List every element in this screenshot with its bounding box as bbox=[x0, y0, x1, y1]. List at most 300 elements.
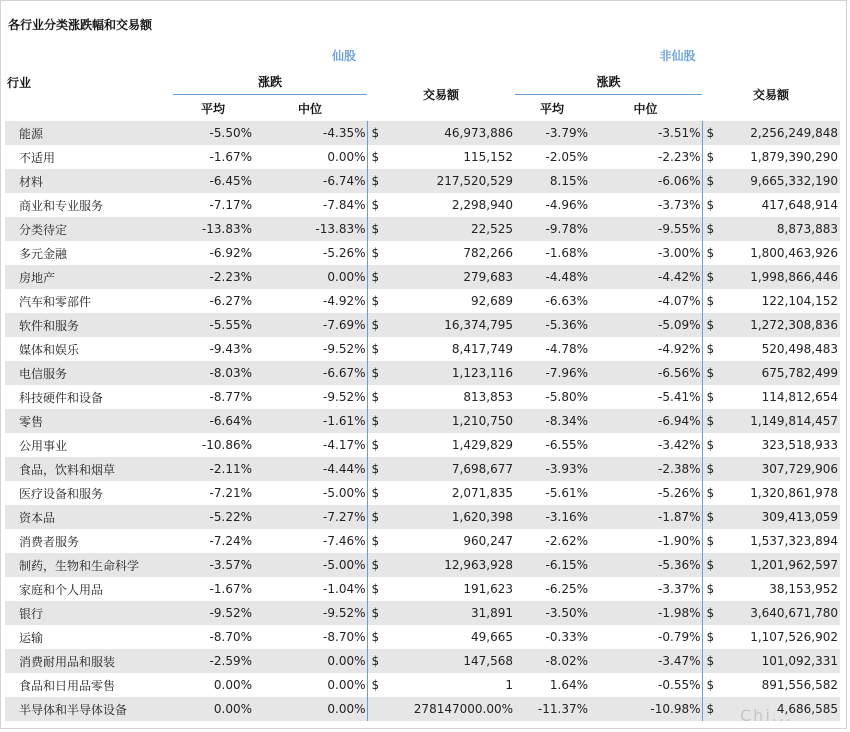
xiangu-amount-cell bbox=[367, 241, 515, 265]
currency-symbol: $ bbox=[706, 342, 715, 356]
feixiangu-amount-cell bbox=[702, 169, 840, 193]
xiangu-amount-cell bbox=[367, 217, 515, 241]
group-header-xiangu: 仙股 bbox=[331, 48, 356, 63]
xiangu-avg-cell: -2.23% bbox=[173, 265, 253, 289]
currency-symbol: $ bbox=[706, 246, 715, 260]
amount-value: 114,812,654 bbox=[761, 390, 838, 404]
feixiangu-median-cell: -3.00% bbox=[658, 246, 701, 260]
xiangu-median-cell: 0.00% bbox=[253, 265, 367, 289]
change-header-xiangu: 涨跌 bbox=[173, 68, 367, 95]
feixiangu-median-cell: -5.36% bbox=[589, 553, 702, 577]
xiangu-avg-cell: -9.52% bbox=[173, 601, 253, 625]
table-row bbox=[5, 409, 840, 433]
xiangu-avg-cell: -1.67% bbox=[209, 150, 252, 164]
currency-symbol: $ bbox=[706, 462, 715, 476]
amount-value: 217,520,529 bbox=[436, 174, 513, 188]
xiangu-median-cell: -4.44% bbox=[253, 457, 367, 481]
xiangu-avg-cell: -13.83% bbox=[173, 217, 253, 241]
currency-symbol: $ bbox=[371, 150, 380, 164]
currency-symbol: $ bbox=[371, 558, 380, 572]
currency-symbol: $ bbox=[371, 678, 380, 692]
currency-symbol: $ bbox=[371, 342, 380, 356]
change-header-feixiangu: 涨跌 bbox=[515, 68, 702, 95]
currency-symbol: $ bbox=[706, 582, 715, 596]
industry-cell: 汽车和零部件 bbox=[19, 294, 92, 309]
currency-symbol: $ bbox=[371, 462, 380, 476]
xiangu-amount-cell bbox=[367, 385, 515, 409]
table-row bbox=[5, 169, 840, 193]
table-title: 各行业分类涨跌幅和交易额 bbox=[8, 18, 153, 32]
xiangu-amount-cell bbox=[367, 145, 515, 169]
table-row bbox=[5, 433, 840, 457]
xiangu-amount-cell bbox=[367, 313, 515, 337]
amount-value: 16,374,795 bbox=[444, 318, 513, 332]
xiangu-avg-cell: -6.92% bbox=[209, 246, 252, 260]
xiangu-median-cell: -6.67% bbox=[253, 361, 367, 385]
amount-value: 49,665 bbox=[471, 630, 513, 644]
currency-symbol: $ bbox=[706, 534, 715, 548]
xiangu-amount-cell bbox=[367, 193, 515, 217]
xiangu-median-cell: -7.84% bbox=[323, 198, 366, 212]
feixiangu-amount-cell bbox=[702, 217, 840, 241]
industry-cell: 食品，饮料和烟草 bbox=[5, 457, 173, 481]
xiangu-amount-cell bbox=[367, 577, 515, 601]
group-header-feixiangu: 非仙股 bbox=[659, 48, 696, 63]
xiangu-amount-cell bbox=[367, 553, 515, 577]
xiangu-median-cell: -4.35% bbox=[253, 121, 367, 145]
table-row bbox=[5, 313, 840, 337]
feixiangu-amount-cell bbox=[702, 289, 840, 313]
feixiangu-avg-cell: -11.37% bbox=[515, 697, 589, 721]
feixiangu-avg-cell: -1.68% bbox=[545, 246, 588, 260]
feixiangu-median-cell: -3.37% bbox=[658, 582, 701, 596]
feixiangu-median-cell: -0.55% bbox=[658, 678, 701, 692]
currency-symbol: $ bbox=[706, 198, 715, 212]
xiangu-amount-cell bbox=[367, 121, 515, 145]
industry-cell: 医疗设备和服务 bbox=[19, 486, 104, 501]
amount-value: 309,413,059 bbox=[761, 510, 838, 524]
xiangu-median-cell: -9.52% bbox=[323, 390, 366, 404]
industry-cell: 公用事业 bbox=[19, 438, 68, 453]
industry-cell: 媒体和娱乐 bbox=[19, 342, 80, 357]
currency-symbol: $ bbox=[706, 486, 715, 500]
industry-cell: 家庭和个人用品 bbox=[19, 582, 104, 597]
industry-cell: 多元金融 bbox=[19, 246, 68, 261]
amount-value: 1,620,398 bbox=[451, 510, 513, 524]
xiangu-avg-cell: -2.59% bbox=[173, 649, 253, 673]
median-header-xiangu: 中位 bbox=[297, 101, 322, 116]
amount-value: 2,256,249,848 bbox=[750, 126, 838, 140]
xiangu-median-cell: -9.52% bbox=[253, 601, 367, 625]
feixiangu-amount-cell bbox=[702, 337, 840, 361]
amount-value: 8,873,883 bbox=[776, 222, 838, 236]
industry-cell: 半导体和半导体设备 bbox=[5, 697, 173, 721]
amount-value: 1 bbox=[505, 678, 513, 692]
amount-value: 8,417,749 bbox=[451, 342, 513, 356]
feixiangu-avg-cell: 1.64% bbox=[549, 678, 588, 692]
industry-cell: 消费耐用品和服装 bbox=[5, 649, 173, 673]
industry-cell: 银行 bbox=[5, 601, 173, 625]
xiangu-median-cell: -7.27% bbox=[253, 505, 367, 529]
industry-cell: 零售 bbox=[5, 409, 173, 433]
xiangu-median-cell: -5.26% bbox=[323, 246, 366, 260]
feixiangu-amount-cell bbox=[702, 649, 840, 673]
amount-value: 3,640,671,780 bbox=[750, 606, 838, 620]
currency-symbol: $ bbox=[371, 366, 380, 380]
currency-symbol: $ bbox=[371, 318, 380, 332]
industry-cell: 材料 bbox=[5, 169, 173, 193]
feixiangu-amount-cell bbox=[702, 361, 840, 385]
feixiangu-avg-cell: -5.80% bbox=[545, 390, 588, 404]
feixiangu-avg-cell: -6.15% bbox=[515, 553, 589, 577]
amount-value: 2,071,835 bbox=[451, 486, 513, 500]
xiangu-median-cell: 0.00% bbox=[253, 649, 367, 673]
xiangu-amount-cell bbox=[367, 625, 515, 649]
amount-value: 323,518,933 bbox=[761, 438, 838, 452]
feixiangu-avg-cell: -4.48% bbox=[515, 265, 589, 289]
table-row bbox=[5, 697, 840, 721]
xiangu-median-cell: 0.00% bbox=[327, 678, 366, 692]
currency-symbol: $ bbox=[706, 654, 715, 668]
feixiangu-amount-cell bbox=[702, 121, 840, 145]
feixiangu-amount-cell bbox=[702, 481, 840, 505]
xiangu-amount-cell bbox=[367, 481, 515, 505]
xiangu-median-cell: -6.74% bbox=[253, 169, 367, 193]
xiangu-avg-cell: -8.77% bbox=[209, 390, 252, 404]
feixiangu-amount-cell bbox=[702, 145, 840, 169]
feixiangu-amount-cell bbox=[702, 577, 840, 601]
xiangu-avg-cell: -5.55% bbox=[173, 313, 253, 337]
feixiangu-amount-cell bbox=[702, 409, 840, 433]
feixiangu-median-cell: -3.51% bbox=[589, 121, 702, 145]
feixiangu-median-cell: -3.42% bbox=[658, 438, 701, 452]
xiangu-median-cell: -1.04% bbox=[323, 582, 366, 596]
feixiangu-avg-cell: 8.15% bbox=[515, 169, 589, 193]
xiangu-median-cell: 0.00% bbox=[253, 697, 367, 721]
feixiangu-avg-cell: -2.05% bbox=[545, 150, 588, 164]
amount-value: 101,092,331 bbox=[761, 654, 838, 668]
xiangu-amount-cell bbox=[367, 505, 515, 529]
amount-value: 1,879,390,290 bbox=[750, 150, 838, 164]
amount-value: 813,853 bbox=[463, 390, 513, 404]
xiangu-amount-cell: 278147000.00% bbox=[367, 697, 515, 721]
xiangu-avg-cell: -7.17% bbox=[209, 198, 252, 212]
currency-symbol: $ bbox=[371, 534, 380, 548]
table-row bbox=[5, 553, 840, 577]
currency-symbol: $ bbox=[371, 414, 380, 428]
table-row bbox=[5, 193, 840, 217]
table-row bbox=[5, 289, 840, 313]
currency-symbol: $ bbox=[371, 222, 380, 236]
currency-symbol: $ bbox=[371, 294, 380, 308]
amount-value: 1,320,861,978 bbox=[750, 486, 838, 500]
amount-value: 279,683 bbox=[463, 270, 513, 284]
amount-value: 147,568 bbox=[463, 654, 513, 668]
feixiangu-median-cell: -6.06% bbox=[589, 169, 702, 193]
industry-header: 行业 bbox=[7, 76, 32, 90]
feixiangu-avg-cell: -5.36% bbox=[515, 313, 589, 337]
amount-value: 191,623 bbox=[463, 582, 513, 596]
feixiangu-median-cell: -9.55% bbox=[589, 217, 702, 241]
amount-value: 2,298,940 bbox=[451, 198, 513, 212]
feixiangu-amount-cell bbox=[702, 193, 840, 217]
avg-header-feixiangu: 平均 bbox=[539, 101, 564, 116]
xiangu-avg-cell: 0.00% bbox=[173, 697, 253, 721]
table-row bbox=[5, 265, 840, 289]
amount-value: 891,556,582 bbox=[761, 678, 838, 692]
feixiangu-avg-cell: -9.78% bbox=[515, 217, 589, 241]
xiangu-amount-cell bbox=[367, 169, 515, 193]
table-body bbox=[5, 121, 840, 721]
feixiangu-median-cell: -6.94% bbox=[589, 409, 702, 433]
xiangu-avg-cell: -5.50% bbox=[173, 121, 253, 145]
amount-value: 7,698,677 bbox=[451, 462, 513, 476]
industry-cell: 分类待定 bbox=[5, 217, 173, 241]
feixiangu-median-cell: -5.09% bbox=[589, 313, 702, 337]
amount-value: 38,153,952 bbox=[769, 582, 838, 596]
industry-cell: 软件和服务 bbox=[5, 313, 173, 337]
amount-value: 1,537,323,894 bbox=[750, 534, 838, 548]
amount-value: 92,689 bbox=[471, 294, 513, 308]
currency-symbol: $ bbox=[706, 390, 715, 404]
xiangu-amount-cell bbox=[367, 409, 515, 433]
amount-value: 1,201,962,597 bbox=[750, 558, 838, 572]
industry-cell: 科技硬件和设备 bbox=[19, 390, 104, 405]
currency-symbol: $ bbox=[371, 486, 380, 500]
amount-value: 417,648,914 bbox=[761, 198, 838, 212]
currency-symbol: $ bbox=[371, 438, 380, 452]
xiangu-amount-cell bbox=[367, 649, 515, 673]
feixiangu-avg-cell: -3.50% bbox=[515, 601, 589, 625]
currency-symbol: $ bbox=[706, 174, 715, 188]
table-row bbox=[5, 505, 840, 529]
xiangu-median-cell: -7.46% bbox=[323, 534, 366, 548]
table-row bbox=[5, 241, 840, 265]
currency-symbol: $ bbox=[706, 294, 715, 308]
industry-cell: 不适用 bbox=[19, 150, 56, 165]
industry-cell: 商业和专业服务 bbox=[19, 198, 104, 213]
feixiangu-avg-cell: -5.61% bbox=[545, 486, 588, 500]
table-row bbox=[5, 481, 840, 505]
amount-value: 9,665,332,190 bbox=[750, 174, 838, 188]
feixiangu-amount-cell bbox=[702, 433, 840, 457]
amount-header-xiangu: 交易额 bbox=[422, 88, 459, 102]
table-row bbox=[5, 577, 840, 601]
amount-value: 307,729,906 bbox=[761, 462, 838, 476]
industry-cell: 资本品 bbox=[5, 505, 173, 529]
xiangu-avg-cell: -7.24% bbox=[209, 534, 252, 548]
amount-header-feixiangu: 交易额 bbox=[752, 88, 789, 102]
amount-value: 1,272,308,836 bbox=[750, 318, 838, 332]
feixiangu-median-cell: -2.23% bbox=[658, 150, 701, 164]
amount-value: 12,963,928 bbox=[444, 558, 513, 572]
currency-symbol: $ bbox=[706, 222, 715, 236]
feixiangu-amount-cell bbox=[702, 385, 840, 409]
xiangu-amount-cell bbox=[367, 673, 515, 697]
xiangu-median-cell: -1.61% bbox=[253, 409, 367, 433]
currency-symbol: $ bbox=[371, 126, 380, 140]
feixiangu-avg-cell: -7.96% bbox=[515, 361, 589, 385]
feixiangu-median-cell: -1.98% bbox=[589, 601, 702, 625]
xiangu-median-cell: -5.00% bbox=[253, 553, 367, 577]
xiangu-median-cell: -13.83% bbox=[253, 217, 367, 241]
xiangu-amount-cell bbox=[367, 289, 515, 313]
amount-value: 31,891 bbox=[471, 606, 513, 620]
industry-cell: 消费者服务 bbox=[19, 534, 80, 549]
currency-symbol: $ bbox=[706, 126, 715, 140]
currency-symbol: $ bbox=[706, 414, 715, 428]
feixiangu-median-cell: -3.47% bbox=[589, 649, 702, 673]
xiangu-amount-cell bbox=[367, 433, 515, 457]
xiangu-avg-cell: 0.00% bbox=[213, 678, 252, 692]
currency-symbol: $ bbox=[371, 174, 380, 188]
feixiangu-median-cell: -6.56% bbox=[589, 361, 702, 385]
currency-symbol: $ bbox=[706, 510, 715, 524]
feixiangu-avg-cell: -6.63% bbox=[545, 294, 588, 308]
currency-symbol: $ bbox=[706, 606, 715, 620]
feixiangu-median-cell: -3.73% bbox=[658, 198, 701, 212]
amount-value: 782,266 bbox=[463, 246, 513, 260]
feixiangu-amount-cell bbox=[702, 265, 840, 289]
avg-header-xiangu: 平均 bbox=[200, 101, 225, 116]
feixiangu-median-cell: -10.98% bbox=[589, 697, 702, 721]
amount-value: 1,429,829 bbox=[451, 438, 513, 452]
xiangu-avg-cell: -6.45% bbox=[173, 169, 253, 193]
feixiangu-median-cell: -4.07% bbox=[658, 294, 701, 308]
currency-symbol: $ bbox=[371, 198, 380, 212]
xiangu-median-cell: -7.69% bbox=[253, 313, 367, 337]
xiangu-avg-cell: -6.27% bbox=[209, 294, 252, 308]
amount-value: 1,210,750 bbox=[451, 414, 513, 428]
amount-value: 1,123,116 bbox=[451, 366, 513, 380]
feixiangu-median-cell: -1.90% bbox=[658, 534, 701, 548]
median-header-feixiangu: 中位 bbox=[633, 101, 658, 116]
feixiangu-avg-cell: -4.96% bbox=[545, 198, 588, 212]
amount-value: 520,498,483 bbox=[761, 342, 838, 356]
feixiangu-median-cell: -2.38% bbox=[589, 457, 702, 481]
amount-value: 22,525 bbox=[471, 222, 513, 236]
xiangu-median-cell: -8.70% bbox=[323, 630, 366, 644]
feixiangu-median-cell: -4.92% bbox=[658, 342, 701, 356]
currency-symbol: $ bbox=[706, 438, 715, 452]
currency-symbol: $ bbox=[706, 630, 715, 644]
currency-symbol: $ bbox=[706, 678, 715, 692]
currency-symbol: $ bbox=[371, 246, 380, 260]
feixiangu-amount-cell bbox=[702, 601, 840, 625]
table-row bbox=[5, 337, 840, 361]
industry-cell: 制药，生物和生命科学 bbox=[5, 553, 173, 577]
amount-value: 122,104,152 bbox=[761, 294, 838, 308]
xiangu-median-cell: -9.52% bbox=[323, 342, 366, 356]
feixiangu-median-cell: -5.41% bbox=[658, 390, 701, 404]
feixiangu-amount-cell bbox=[702, 625, 840, 649]
amount-value: 1,149,814,457 bbox=[750, 414, 838, 428]
xiangu-avg-cell: -5.22% bbox=[173, 505, 253, 529]
currency-symbol: $ bbox=[371, 390, 380, 404]
xiangu-avg-cell: -7.21% bbox=[209, 486, 252, 500]
feixiangu-avg-cell: -8.34% bbox=[515, 409, 589, 433]
table-row bbox=[5, 145, 840, 169]
feixiangu-amount-cell bbox=[702, 673, 840, 697]
table-row bbox=[5, 217, 840, 241]
amount-value: 115,152 bbox=[463, 150, 513, 164]
table-row bbox=[5, 121, 840, 145]
industry-cell: 运输 bbox=[19, 630, 44, 645]
amount-value: 1,800,463,926 bbox=[750, 246, 838, 260]
currency-symbol: $ bbox=[371, 654, 380, 668]
feixiangu-avg-cell: -3.79% bbox=[515, 121, 589, 145]
xiangu-amount-cell bbox=[367, 361, 515, 385]
table-row bbox=[5, 361, 840, 385]
table-row bbox=[5, 601, 840, 625]
xiangu-avg-cell: -1.67% bbox=[209, 582, 252, 596]
feixiangu-avg-cell: -4.78% bbox=[545, 342, 588, 356]
xiangu-amount-cell bbox=[367, 601, 515, 625]
industry-cell: 电信服务 bbox=[5, 361, 173, 385]
amount-value: 46,973,886 bbox=[444, 126, 513, 140]
feixiangu-amount-cell bbox=[702, 553, 840, 577]
table-row bbox=[5, 385, 840, 409]
currency-symbol: $ bbox=[371, 510, 380, 524]
feixiangu-median-cell: -4.42% bbox=[589, 265, 702, 289]
amount-value: 675,782,499 bbox=[761, 366, 838, 380]
feixiangu-amount-cell bbox=[702, 241, 840, 265]
amount-value: 960,247 bbox=[463, 534, 513, 548]
xiangu-avg-cell: -2.11% bbox=[173, 457, 253, 481]
xiangu-amount-cell bbox=[367, 265, 515, 289]
currency-symbol: $ bbox=[706, 150, 715, 164]
xiangu-amount-cell bbox=[367, 457, 515, 481]
xiangu-median-cell: -4.92% bbox=[323, 294, 366, 308]
amount-value: 1,107,526,902 bbox=[750, 630, 838, 644]
currency-symbol: $ bbox=[371, 606, 380, 620]
table-row bbox=[5, 457, 840, 481]
feixiangu-median-cell: -1.87% bbox=[589, 505, 702, 529]
xiangu-median-cell: 0.00% bbox=[327, 150, 366, 164]
currency-symbol: $ bbox=[706, 558, 715, 572]
table-row bbox=[5, 625, 840, 649]
table-row bbox=[5, 673, 840, 697]
xiangu-median-cell: -4.17% bbox=[323, 438, 366, 452]
xiangu-median-cell: -5.00% bbox=[323, 486, 366, 500]
xiangu-avg-cell: -9.43% bbox=[209, 342, 252, 356]
feixiangu-amount-cell bbox=[702, 313, 840, 337]
currency-symbol: $ bbox=[706, 702, 715, 716]
xiangu-avg-cell: -3.57% bbox=[173, 553, 253, 577]
industry-cell: 食品和日用品零售 bbox=[19, 678, 116, 693]
currency-symbol: $ bbox=[706, 270, 715, 284]
currency-symbol: $ bbox=[371, 582, 380, 596]
currency-symbol: $ bbox=[706, 366, 715, 380]
feixiangu-avg-cell: -0.33% bbox=[545, 630, 588, 644]
amount-value: 1,998,866,446 bbox=[750, 270, 838, 284]
amount-value: 4,686,585 bbox=[776, 702, 838, 716]
feixiangu-amount-cell bbox=[702, 505, 840, 529]
industry-table bbox=[5, 42, 840, 721]
feixiangu-avg-cell: -8.02% bbox=[515, 649, 589, 673]
feixiangu-amount-cell bbox=[702, 457, 840, 481]
feixiangu-median-cell: -5.26% bbox=[658, 486, 701, 500]
feixiangu-median-cell: -0.79% bbox=[658, 630, 701, 644]
feixiangu-avg-cell: -3.93% bbox=[515, 457, 589, 481]
table-row bbox=[5, 649, 840, 673]
feixiangu-amount-cell bbox=[702, 529, 840, 553]
feixiangu-avg-cell: -3.16% bbox=[515, 505, 589, 529]
currency-symbol: $ bbox=[371, 630, 380, 644]
xiangu-amount-cell bbox=[367, 529, 515, 553]
xiangu-avg-cell: -8.70% bbox=[209, 630, 252, 644]
feixiangu-avg-cell: -6.55% bbox=[545, 438, 588, 452]
